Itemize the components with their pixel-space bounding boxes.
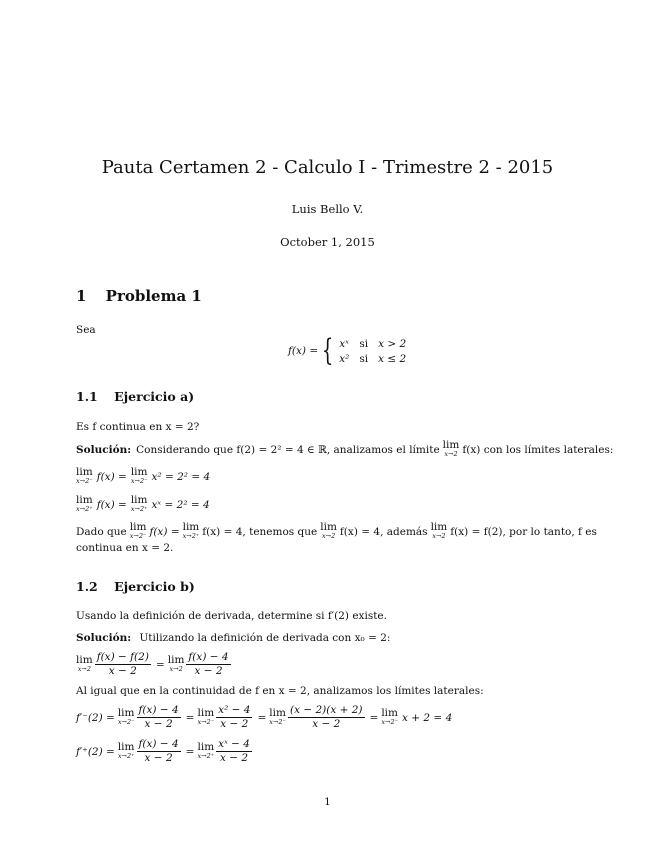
text: f(x) = [149, 526, 180, 538]
derivative-definition [76, 651, 233, 678]
lim-word: lim [130, 466, 148, 478]
fraction [137, 704, 181, 731]
denominator: x − 2 [144, 752, 173, 764]
limit-operator [381, 706, 399, 727]
solution-b [76, 631, 390, 645]
lim-word: lim [76, 466, 93, 478]
solution-text-end: f(x) con los límites laterales: [462, 444, 614, 456]
subsection-number: 1.2 [76, 579, 98, 594]
solution-label: Solución: [76, 632, 132, 644]
numerator: f(x) − 4 [138, 738, 179, 750]
denominator: x − 2 [220, 752, 249, 764]
lateral-limits-text: Al igual que en la continuidad de f en x = 2, analizamos los límites laterales: [76, 685, 484, 697]
lim-word: lim [117, 740, 135, 753]
denominator: x − 2 [194, 665, 223, 677]
lim-word: lim [182, 521, 200, 533]
limit-operator [197, 706, 215, 727]
limit-operator [130, 523, 147, 541]
lim-subscript: x→2⁻ [130, 477, 148, 485]
limit-operator [197, 740, 215, 761]
text: f(x) = 4, tenemos que [202, 526, 318, 538]
subsection-number: 1.1 [76, 389, 98, 404]
left-derivative [76, 704, 452, 731]
limit-operator [76, 468, 93, 486]
numerator: x² − 4 [218, 704, 251, 716]
lim-subscript: x→2 [169, 664, 183, 673]
text: f(x) = 4, además [339, 526, 428, 538]
conclusion-a-line2: continua en x = 2. [76, 542, 174, 554]
lim-subscript: x→2⁺ [197, 751, 215, 760]
fraction [216, 704, 252, 731]
numerator: f(x) − 4 [188, 651, 229, 663]
limit-operator [269, 706, 286, 727]
conclusion-a [76, 523, 597, 541]
equals-sign: = [369, 711, 379, 724]
numerator: xˣ − 4 [218, 738, 250, 750]
case-2-word: si [359, 352, 369, 365]
denominator: x − 2 [312, 718, 341, 730]
denominator: x − 2 [108, 665, 137, 677]
lim-subscript: x→2⁻ [129, 532, 147, 540]
eq-part: xˣ = 2² = 4 [151, 499, 210, 511]
lim-word: lim [430, 521, 448, 533]
derivative-label: f′⁺(2) = [76, 745, 115, 758]
lim-word: lim [167, 653, 185, 666]
limit-operator [131, 468, 148, 486]
intro-text: Sea [76, 324, 96, 336]
lim-subscript: x→2⁻ [76, 477, 93, 485]
case-2-expr: x² [339, 352, 350, 365]
right-derivative [76, 738, 254, 765]
right-limit-equation [76, 496, 210, 514]
document-title: Pauta Certamen 2 - Calculo I - Trimestre 2 - 2015 [101, 157, 554, 178]
brace-symbol: { [321, 333, 334, 368]
lim-word: lim [117, 706, 135, 719]
lim-word: lim [130, 494, 148, 506]
lim-subscript: x→2 [432, 532, 446, 540]
lim-subscript: x→2⁺ [76, 505, 93, 513]
subsection-heading-a [76, 389, 194, 404]
lim-word: lim [197, 740, 215, 753]
solution-text: Utilizando la definición de derivada con x₀ = 2: [139, 632, 391, 644]
lim-subscript: x→2⁻ [381, 717, 399, 726]
lim-subscript: x→2 [444, 450, 458, 458]
lim-word: lim [76, 653, 93, 666]
limit-operator [76, 653, 93, 674]
left-limit-equation [76, 468, 210, 486]
lim-word: lim [381, 706, 399, 719]
limit-operator [76, 496, 93, 514]
eq-part: f(x) = [96, 471, 127, 483]
case-1-cond: x > 2 [378, 337, 407, 350]
equals-sign: = [185, 711, 195, 724]
text: f(x) = f(2), por lo tanto, f es [450, 526, 597, 538]
case-1-expr: xˣ [339, 337, 349, 350]
eq-part: f(x) = [96, 499, 127, 511]
numerator: (x − 2)(x + 2) [289, 704, 363, 716]
cases-table [339, 337, 406, 366]
denominator: x − 2 [220, 718, 249, 730]
numerator: f(x) − f(2) [96, 651, 149, 663]
document-date: October 1, 2015 [280, 235, 375, 249]
limit-operator [431, 523, 448, 541]
denominator: x − 2 [144, 718, 173, 730]
result: x + 2 = 4 [402, 711, 453, 724]
lim-subscript: x→2⁻ [197, 717, 215, 726]
document-author: Luis Bello V. [291, 202, 364, 216]
limit-operator [320, 523, 337, 541]
lim-word: lim [442, 439, 460, 451]
limit-operator [443, 441, 460, 459]
case-2-cond: x ≤ 2 [378, 352, 407, 365]
subsection-title: Ejercicio a) [114, 389, 195, 404]
question-a: Es f continua en x = 2? [76, 421, 200, 433]
equals-sign: = [185, 745, 195, 758]
solution-label: Solución: [76, 444, 132, 456]
fraction [137, 738, 181, 765]
limit-operator [167, 653, 185, 674]
lim-subscript: x→2⁺ [117, 751, 135, 760]
lim-word: lim [197, 706, 215, 719]
subsection-title: Ejercicio b) [114, 579, 195, 594]
lim-subscript: x→2⁺ [182, 532, 200, 540]
fraction [186, 651, 230, 678]
case-1-word: si [359, 337, 369, 350]
eq-part: x² = 2² = 4 [151, 471, 211, 483]
page-number: 1 [324, 796, 331, 808]
fraction [288, 704, 365, 731]
subsection-heading-b [76, 579, 195, 594]
limit-operator [183, 523, 200, 541]
lim-word: lim [76, 494, 93, 506]
lim-subscript: x→2⁻ [117, 717, 135, 726]
lim-word: lim [320, 521, 337, 533]
text: Dado que [76, 526, 127, 538]
lim-word: lim [269, 706, 286, 719]
equals-sign: = [257, 711, 267, 724]
limit-operator [117, 740, 135, 761]
section-heading [76, 287, 202, 305]
numerator: f(x) − 4 [138, 704, 179, 716]
lim-subscript: x→2⁻ [269, 717, 286, 726]
equals-sign: = [155, 658, 165, 671]
limit-operator [117, 706, 135, 727]
lim-word: lim [129, 521, 147, 533]
fraction [216, 738, 252, 765]
lim-subscript: x→2 [77, 664, 91, 673]
limit-operator [131, 496, 148, 514]
solution-text: Considerando que f(2) = 2² = 4 ∈ ℝ, analizamos el límite [136, 444, 440, 456]
function-lhs: f(x) = [288, 345, 319, 357]
solution-a [76, 441, 613, 459]
question-b: Usando la definición de derivada, determine si f′(2) existe. [76, 610, 387, 622]
derivative-label: f′⁻(2) = [76, 711, 115, 724]
piecewise-function [288, 333, 407, 368]
fraction [95, 651, 151, 678]
lim-subscript: x→2 [321, 532, 336, 540]
section-title: Problema 1 [105, 287, 202, 305]
lim-subscript: x→2⁺ [130, 505, 148, 513]
section-number: 1 [76, 287, 87, 305]
